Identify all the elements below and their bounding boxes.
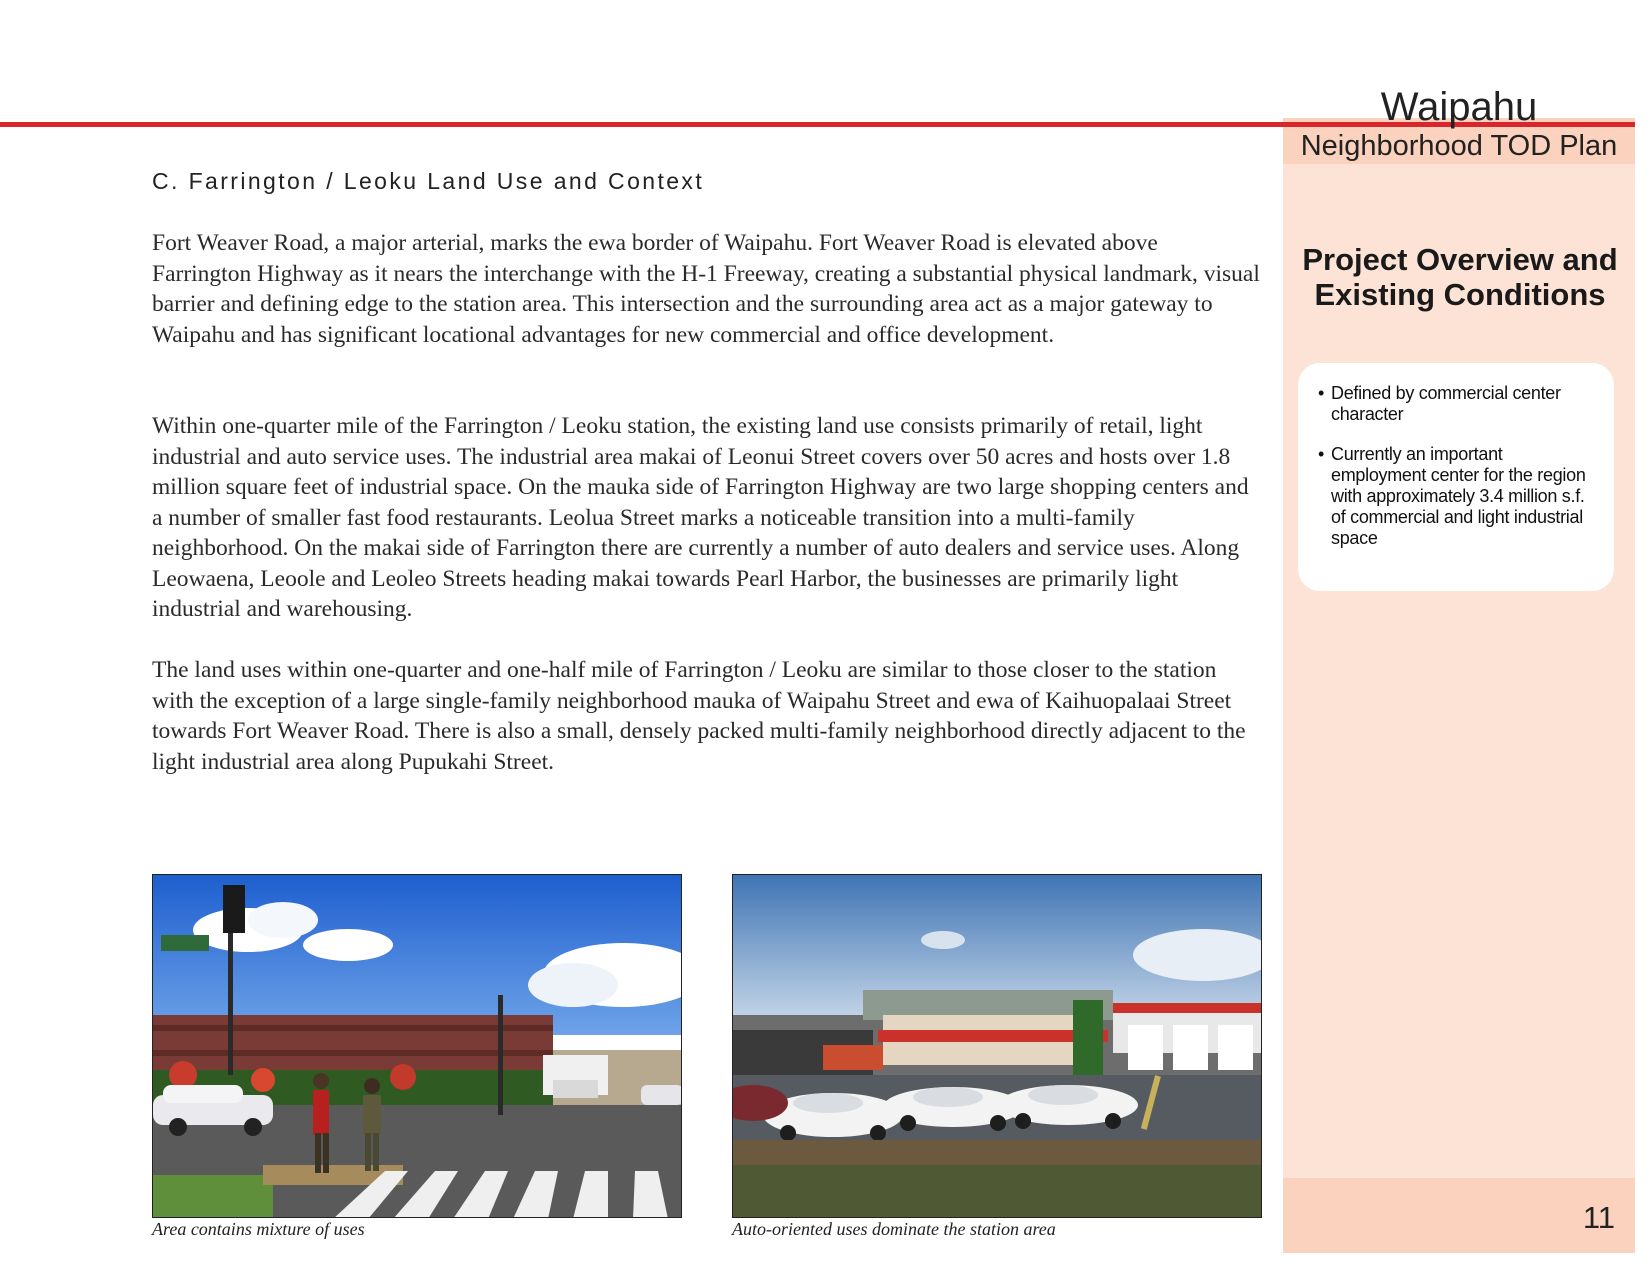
brand-title: Waipahu xyxy=(1380,85,1538,129)
highlights-box xyxy=(1298,363,1614,591)
page-number: 11 xyxy=(1582,1200,1615,1235)
photo-caption: Area contains mixture of uses xyxy=(152,1219,365,1239)
brand-subtitle: Neighborhood TOD Plan xyxy=(1300,130,1618,162)
body-paragraph: Within one-quarter mile of the Farrington / Leoku station, the existing land use consists primarily of retail, light industrial and auto service uses. The industrial area makai of Leonui Street covers over 50 acres and hosts over 1.8 million square feet of industrial space. On the mauka side of Farrington Highway are two large shopping centers and a number of smaller fast food restaurants. Leolua Street marks a noticeable transition into a multi-family neighborhood. On the makai side of Farrington there are currently a number of auto dealers and service uses. Along Leowaena, Leoole and Leoleo Streets heading makai towards Pearl Harbor, the businesses are primarily light industrial and warehousing. xyxy=(152,413,1249,622)
section-title: Project Overview and Existing Conditions xyxy=(1302,242,1618,312)
photo-street-crossing xyxy=(152,874,682,1218)
body-paragraph: Fort Weaver Road, a major arterial, marks the ewa border of Waipahu. Fort Weaver Road is elevated above Farrington Highway as it nears the interchange with the H-1 Freeway, creating a substantial physical landmark, visual barrier and defining edge to the station area. This intersection and the surrounding area act as a major gateway to Waipahu and has significant locational advantages for new commercial and office development. xyxy=(152,230,1260,348)
page-heading: C. Farrington / Leoku Land Use and Context xyxy=(152,168,705,194)
body-paragraph: The land uses within one-quarter and one-half mile of Farrington / Leoku are similar to those closer to the station with the exception of a large single-family neighborhood mauka of Waipahu Street and ewa of Kaihuopalaai Street towards Fort Weaver Road. There is also a small, densely packed multi-family neighborhood directly adjacent to the light industrial area along Pupukahi Street. xyxy=(152,657,1246,775)
photo-caption: Auto-oriented uses dominate the station area xyxy=(732,1219,1056,1239)
highlights-list xyxy=(1298,363,1614,549)
photo-auto-dealership xyxy=(732,874,1262,1218)
auto-dealership-illustration xyxy=(733,875,1262,1218)
highlight-item: • Defined by commercial center character xyxy=(1316,383,1596,425)
highlight-item: • Currently an important employment center for the region with approximately 3.4 million s.f. of commercial and light industrial space xyxy=(1316,444,1596,549)
street-crossing-illustration xyxy=(153,875,682,1218)
